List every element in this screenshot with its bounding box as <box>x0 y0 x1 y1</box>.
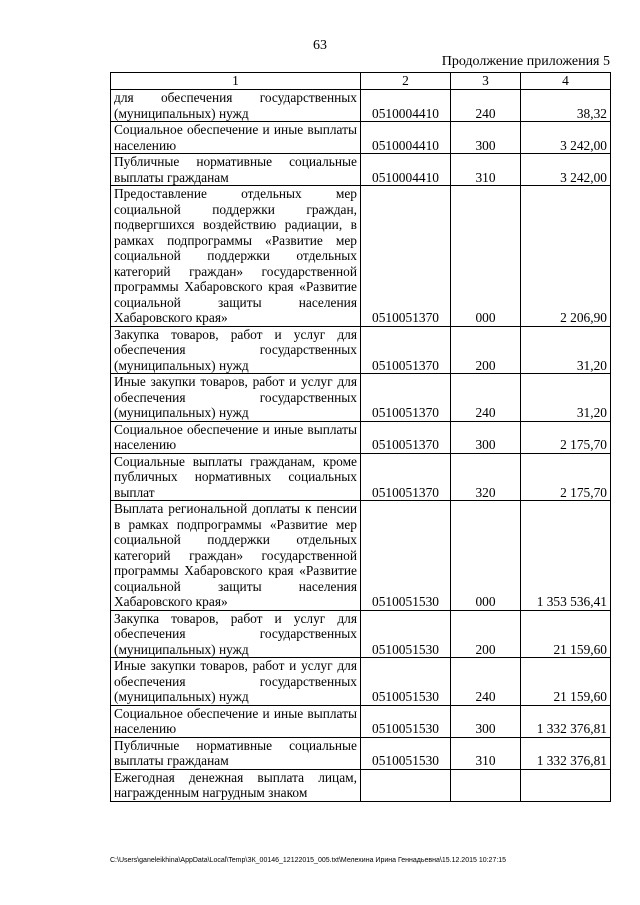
row-target-code: 0510051530 <box>361 658 451 706</box>
row-target-code: 0510004410 <box>361 122 451 154</box>
row-expense-type: 000 <box>451 501 521 611</box>
row-name: Иные закупки товаров, работ и услуг для обеспечения государственных (муниципальных) нужд <box>111 658 361 706</box>
row-expense-type: 310 <box>451 154 521 186</box>
row-target-code: 0510051530 <box>361 705 451 737</box>
row-target-code: 0510004410 <box>361 154 451 186</box>
row-expense-type: 240 <box>451 90 521 122</box>
row-amount: 2 175,70 <box>521 421 611 453</box>
row-name: Закупка товаров, работ и услуг для обеспечения государственных (муниципальных) нужд <box>111 610 361 658</box>
row-amount: 3 242,00 <box>521 122 611 154</box>
row-name: для обеспечения государственных (муниципальных) нужд <box>111 90 361 122</box>
row-expense-type: 310 <box>451 737 521 769</box>
row-name: Закупка товаров, работ и услуг для обеспечения государственных (муниципальных) нужд <box>111 326 361 374</box>
row-amount: 1 332 376,81 <box>521 705 611 737</box>
row-target-code: 0510051370 <box>361 326 451 374</box>
table-row <box>111 374 611 422</box>
row-name: Иные закупки товаров, работ и услуг для обеспечения государственных (муниципальных) нужд <box>111 374 361 422</box>
row-expense-type: 000 <box>451 186 521 327</box>
row-amount: 3 242,00 <box>521 154 611 186</box>
row-expense-type: 200 <box>451 610 521 658</box>
column-header-3: 3 <box>451 73 521 90</box>
table-row <box>111 90 611 122</box>
row-name: Публичные нормативные социальные выплаты гражданам <box>111 737 361 769</box>
table-header-row <box>111 73 611 90</box>
row-target-code: 0510051370 <box>361 453 451 501</box>
table-row <box>111 705 611 737</box>
row-name: Ежегодная денежная выплата лицам, награжденным нагрудным знаком <box>111 769 361 801</box>
row-amount: 21 159,60 <box>521 610 611 658</box>
row-expense-type: 320 <box>451 453 521 501</box>
table-row <box>111 610 611 658</box>
row-expense-type: 300 <box>451 421 521 453</box>
table-row <box>111 154 611 186</box>
row-amount: 31,20 <box>521 374 611 422</box>
row-expense-type: 300 <box>451 122 521 154</box>
row-expense-type: 300 <box>451 705 521 737</box>
row-amount: 1 353 536,41 <box>521 501 611 611</box>
row-expense-type: 240 <box>451 658 521 706</box>
row-target-code: 0510051530 <box>361 501 451 611</box>
row-target-code: 0510051530 <box>361 610 451 658</box>
row-amount: 31,20 <box>521 326 611 374</box>
column-header-1: 1 <box>111 73 361 90</box>
row-expense-type: 240 <box>451 374 521 422</box>
row-target-code: 0510004410 <box>361 90 451 122</box>
row-amount: 2 206,90 <box>521 186 611 327</box>
row-amount: 1 332 376,81 <box>521 737 611 769</box>
row-name: Выплата региональной доплаты к пенсии в рамках подпрограммы «Развитие мер социальной поддержки отдельных категорий граждан» государственной программы Хабаровского края «Развитие социальной защиты населения Хабаровского края» <box>111 501 361 611</box>
column-header-4: 4 <box>521 73 611 90</box>
row-target-code: 0510051530 <box>361 737 451 769</box>
row-name: Социальное обеспечение и иные выплаты населению <box>111 122 361 154</box>
row-name: Предоставление отдельных мер социальной поддержки граждан, подвергшихся воздействию радиации, в рамках подпрограммы «Развитие мер социальной поддержки отдельных категорий граждан» государственной программы Хабаровского края «Развитие социальной защиты населения Хабаровского края» <box>111 186 361 327</box>
table-row <box>111 658 611 706</box>
table-row <box>111 326 611 374</box>
column-header-2: 2 <box>361 73 451 90</box>
row-amount <box>521 769 611 801</box>
table-row <box>111 737 611 769</box>
row-target-code: 0510051370 <box>361 374 451 422</box>
row-amount: 2 175,70 <box>521 453 611 501</box>
table-row <box>111 769 611 801</box>
table-row <box>111 122 611 154</box>
row-name: Социальные выплаты гражданам, кроме публичных нормативных социальных выплат <box>111 453 361 501</box>
table-row <box>111 453 611 501</box>
row-amount: 21 159,60 <box>521 658 611 706</box>
row-expense-type: 200 <box>451 326 521 374</box>
footer-file-path: C:\Users\ganeleikhina\AppData\Local\Temp\ЗК_00146_12122015_005.txt\Мелехина Ирина Геннадьевна\15.12.2015 10:27:15 <box>110 857 507 864</box>
row-target-code <box>361 769 451 801</box>
row-name: Социальное обеспечение и иные выплаты населению <box>111 705 361 737</box>
table-row <box>111 501 611 611</box>
row-name: Социальное обеспечение и иные выплаты населению <box>111 421 361 453</box>
row-target-code: 0510051370 <box>361 421 451 453</box>
row-expense-type <box>451 769 521 801</box>
table-row <box>111 421 611 453</box>
row-name: Публичные нормативные социальные выплаты гражданам <box>111 154 361 186</box>
page-number: 63 <box>313 38 327 53</box>
budget-table-body <box>111 73 611 802</box>
table-row <box>111 186 611 327</box>
continuation-label: Продолжение приложения 5 <box>441 54 610 69</box>
row-amount: 38,32 <box>521 90 611 122</box>
row-target-code: 0510051370 <box>361 186 451 327</box>
budget-table <box>110 72 611 802</box>
